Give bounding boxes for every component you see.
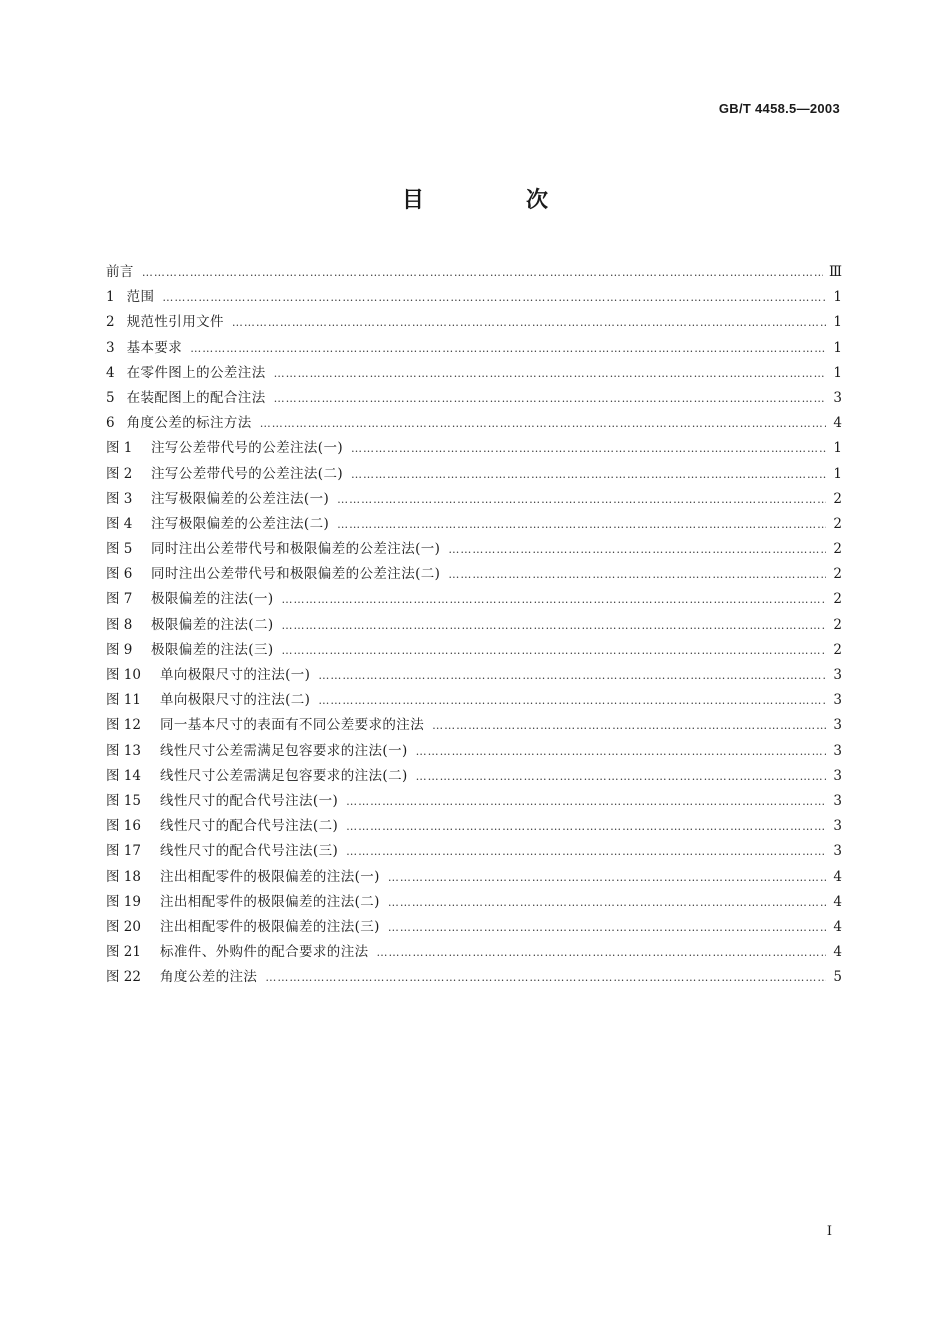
toc-entry-page: 4 [833,893,842,910]
toc-entry-number: 图 10 [106,667,141,683]
toc-entry-title: 极限偏差的注法(二) [151,616,274,633]
toc-entry-title: 规范性引用文件 [126,314,224,331]
toc-entry-number: 图 19 [106,893,141,910]
toc-entry-page: 1 [833,314,842,331]
toc-entry[interactable] [106,436,842,461]
toc-entry-page: 2 [833,641,842,658]
toc-entry[interactable] [106,587,842,612]
toc-entry-page: 3 [833,818,842,835]
toc-dot-leader [432,713,826,738]
toc-entry-number: 2 [106,314,115,331]
toc-dot-leader [318,663,826,688]
toc-entry-title: 角度公差的标注方法 [126,415,252,432]
toc-entry[interactable] [106,613,842,638]
toc-entry-number: 图 2 [106,465,133,482]
toc-entry[interactable] [106,663,842,688]
toc-entry-number: 图 11 [106,692,141,709]
toc-entry-number: 图 13 [106,742,141,759]
toc-dot-leader [346,839,826,864]
toc-entry-title: 线性尺寸公差需满足包容要求的注法(一) [160,742,408,759]
toc-entry-title: 注写极限偏差的公差注法(一) [151,490,330,507]
toc-entry-number: 图 14 [106,767,141,784]
toc-dot-leader [162,285,826,310]
toc-entry-page: 1 [833,364,842,381]
toc-entry-page: 3 [833,843,842,860]
toc-dot-leader [337,512,826,537]
toc-entry[interactable] [106,940,842,965]
toc-entry-title: 在装配图上的配合注法 [126,389,266,406]
toc-entry[interactable] [106,285,842,310]
toc-entry-title: 单向极限尺寸的注法(一) [160,667,311,683]
toc-entry-page: Ⅲ [828,264,842,280]
toc-entry-number: 图 17 [106,843,141,860]
toc-entry-page: 4 [833,868,842,885]
standard-code: GB/T 4458.5—2003 [718,101,840,116]
toc-entry[interactable] [106,713,842,738]
toc-entry-title: 标准件、外购件的配合要求的注法 [160,944,369,961]
toc-dot-leader [346,814,826,839]
toc-entry-page: 3 [833,717,842,734]
toc-dot-leader [142,260,823,285]
toc-dot-leader [337,487,826,512]
toc-entry[interactable] [106,512,842,537]
toc-entry-title: 基本要求 [126,339,183,356]
toc-entry[interactable] [106,814,842,839]
toc-entry[interactable] [106,487,842,512]
toc-entry[interactable] [106,260,842,285]
toc-entry-title: 前言 [106,264,134,280]
toc-dot-leader [346,789,826,814]
toc-entry-number: 图 8 [106,616,133,633]
toc-entry-title: 同一基本尺寸的表面有不同公差要求的注法 [160,717,425,734]
toc-entry-number: 5 [106,389,115,406]
toc-entry-page: 2 [833,515,842,532]
toc-dot-leader [282,613,826,638]
toc-entry[interactable] [106,462,842,487]
toc-dot-leader [416,739,826,764]
toc-entry[interactable] [106,562,842,587]
toc-entry-number: 3 [106,339,115,356]
toc-entry-title: 范围 [126,289,155,306]
toc-dot-leader [388,865,826,890]
toc-entry[interactable] [106,411,842,436]
toc-entry-page: 1 [833,339,842,356]
toc-entry-number: 图 9 [106,641,133,658]
toc-entry-page: 3 [833,389,842,406]
toc-dot-leader [282,587,826,612]
toc-entry[interactable] [106,638,842,663]
toc-entry-page: 1 [833,465,842,482]
toc-entry-number: 1 [106,289,115,306]
toc-dot-leader [232,310,826,335]
toc-entry-title: 注写公差带代号的公差注法(二) [151,465,344,482]
toc-entry[interactable] [106,386,842,411]
toc-dot-leader [265,965,826,990]
toc-entry-number: 图 12 [106,717,141,734]
toc-entry[interactable] [106,361,842,386]
toc-dot-leader [282,638,826,663]
table-of-contents [106,260,842,990]
toc-entry-page: 2 [833,616,842,633]
toc-entry[interactable] [106,965,842,990]
toc-entry-number: 图 16 [106,818,141,835]
toc-entry-page: 4 [833,944,842,961]
toc-entry-title: 同时注出公差带代号和极限偏差的公差注法(二) [151,566,441,583]
toc-entry-title: 线性尺寸的配合代号注法(三) [160,843,339,860]
toc-entry-page: 1 [833,440,842,457]
toc-dot-leader [274,386,826,411]
toc-dot-leader [388,915,826,940]
toc-entry-number: 图 18 [106,868,141,885]
toc-title: 目 次 [401,188,588,213]
toc-entry[interactable] [106,839,842,864]
toc-entry-title: 线性尺寸的配合代号注法(二) [160,818,339,835]
toc-entry-title: 极限偏差的注法(三) [151,641,274,658]
toc-entry[interactable] [106,865,842,890]
toc-entry-title: 在零件图上的公差注法 [126,364,266,381]
toc-dot-leader [318,688,826,713]
toc-entry-page: 3 [833,767,842,784]
toc-dot-leader [351,462,826,487]
toc-entry-page: 3 [833,692,842,709]
toc-dot-leader [416,764,826,789]
toc-entry[interactable] [106,764,842,789]
toc-entry-title: 注出相配零件的极限偏差的注法(三) [160,918,380,935]
toc-entry-title: 注出相配零件的极限偏差的注法(二) [160,893,380,910]
toc-entry-number: 图 4 [106,515,133,532]
toc-dot-leader [274,361,826,386]
page-number: I [826,1224,832,1239]
toc-entry-page: 3 [833,792,842,809]
toc-entry[interactable] [106,890,842,915]
toc-entry[interactable] [106,537,842,562]
toc-entry-number: 图 15 [106,792,141,809]
toc-entry-number: 图 7 [106,591,133,608]
toc-entry-number: 图 5 [106,541,133,558]
toc-entry[interactable] [106,915,842,940]
toc-entry[interactable] [106,688,842,713]
toc-entry[interactable] [106,789,842,814]
toc-entry-number: 4 [106,364,115,381]
toc-entry-page: 3 [833,742,842,759]
toc-dot-leader [260,411,826,436]
toc-entry-number: 图 20 [106,918,141,935]
toc-dot-leader [388,890,826,915]
toc-dot-leader [448,562,826,587]
toc-entry-title: 角度公差的注法 [160,969,258,986]
toc-entry-page: 2 [833,591,842,608]
toc-dot-leader [190,336,826,361]
toc-entry-title: 线性尺寸的配合代号注法(一) [160,792,339,809]
toc-entry-number: 图 3 [106,490,133,507]
toc-entry-page: 2 [833,541,842,558]
toc-entry-page: 5 [833,969,842,986]
toc-entry-number: 图 1 [106,440,133,457]
toc-entry[interactable] [106,739,842,764]
toc-entry-title: 单向极限尺寸的注法(二) [160,692,311,709]
toc-entry-number: 图 21 [106,944,141,961]
toc-entry-title: 同时注出公差带代号和极限偏差的公差注法(一) [151,541,441,558]
toc-entry[interactable] [106,310,842,335]
toc-entry-title: 注出相配零件的极限偏差的注法(一) [160,868,380,885]
toc-entry-page: 4 [833,415,842,432]
toc-entry-title: 线性尺寸公差需满足包容要求的注法(二) [160,767,408,784]
toc-entry-number: 图 6 [106,566,133,583]
toc-entry-page: 2 [833,566,842,583]
toc-entry-title: 极限偏差的注法(一) [151,591,274,608]
toc-dot-leader [377,940,827,965]
toc-entry-page: 3 [833,667,842,683]
toc-entry-title: 注写极限偏差的公差注法(二) [151,515,330,532]
toc-entry-page: 1 [833,289,842,306]
toc-entry-page: 2 [833,490,842,507]
toc-dot-leader [448,537,826,562]
toc-entry-number: 6 [106,415,115,432]
toc-dot-leader [351,436,826,461]
toc-entry[interactable] [106,336,842,361]
toc-entry-title: 注写公差带代号的公差注法(一) [151,440,344,457]
toc-entry-page: 4 [833,918,842,935]
toc-entry-number: 图 22 [106,969,141,986]
